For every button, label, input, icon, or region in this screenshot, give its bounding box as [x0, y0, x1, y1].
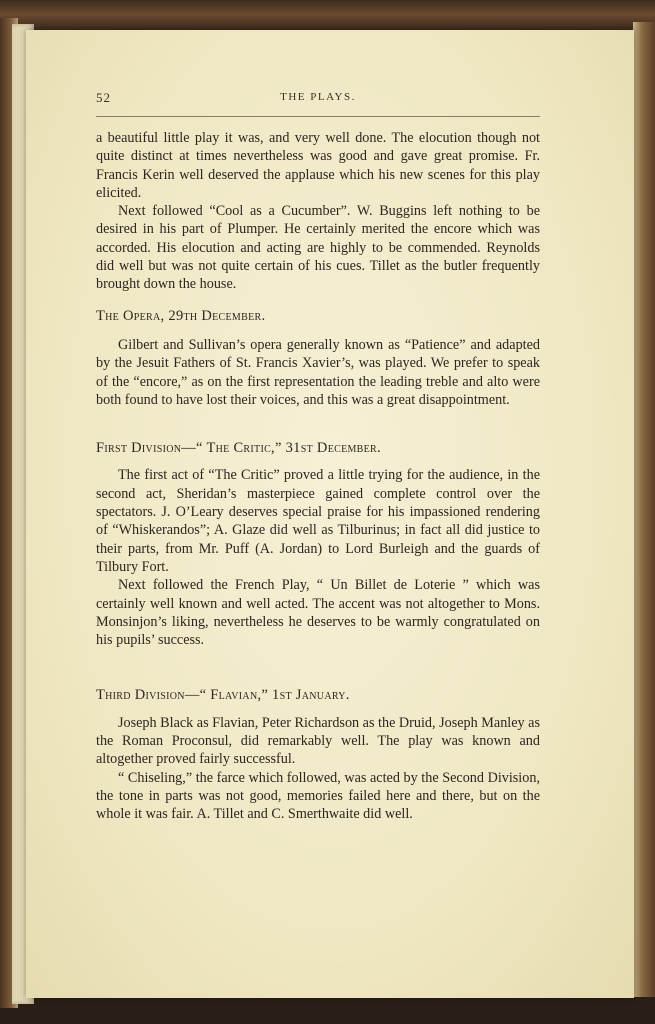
running-head — [96, 88, 540, 108]
book-cover-right-edge — [633, 22, 655, 997]
running-title: THE PLAYS. — [280, 91, 356, 103]
section-title-opera: The Opera, 29th December. — [96, 307, 266, 324]
paragraph-chiseling: “ Chiseling,” the farce which followed, was acted by the Second Division, the tone in parts was not good, memories failed here and there, but on the whole it was fair. A. Tillet and C. Smerthwaite did well. — [96, 769, 540, 823]
paragraph-critic: The first act of “The Critic” proved a little trying for the audience, in the second act, Sheridan’s masterpiece gained complete control over the spectators. J. O’Leary deserves special praise for his impassioned rendering of “Whiskerandos”; A. Glaze did well as Tilburinus; in fact all did justice to their parts, from Mr. Puff (A. Jordan) to Lord Burleigh and the guards of Tilbury Fort. — [96, 467, 540, 575]
section-title-third-division: Third Division—“ Flavian,” 1st January. — [96, 687, 350, 704]
paragraph-continued: a beautiful little play it was, and very well done. The elocution though not quite distinct at times nevertheless was good and gave great promise. Fr. Francis Kerin well deserved the applause which his new scenes for this play elicited. — [96, 130, 540, 201]
paragraph-french-play: Next followed the French Play, “ Un Billet de Loterie ” which was certainly well known and well acted. The accent was not altogether to Mons. Monsinjon’s liking, nevertheless he deserves to be warmly congratulated on his pupils’ success. — [96, 577, 540, 649]
paragraph-opera: Gilbert and Sullivan’s opera generally known as “Patience” and adapted by the Jesuit Fathers of St. Francis Xavier’s, was played. We prefer to speak of the “encore,” as on the first representation the leading treble and alto were both found to have lost their voices, and this was a great disappointment. — [96, 336, 540, 408]
header-rule — [96, 116, 540, 117]
page-body — [96, 129, 540, 824]
paragraph-cucumber: Next followed “Cool as a Cucumber”. W. Buggins left nothing to be desired in his part of Plumper. He certainly merited the encore which was accorded. His elocution and acting are highly to be commended. Reynolds did well but was not quite certain of his cues. Tillet as the butler frequently brought down the house. — [96, 203, 540, 293]
section-title-first-division: First Division—“ The Critic,” 31st December. — [96, 440, 381, 457]
page-number: 52 — [96, 90, 111, 105]
paragraph-flavian: Joseph Black as Flavian, Peter Richardson as the Druid, Joseph Manley as the Roman Proconsul, did remarkably well. The play was known and altogether proved fairly successful. — [96, 714, 540, 768]
